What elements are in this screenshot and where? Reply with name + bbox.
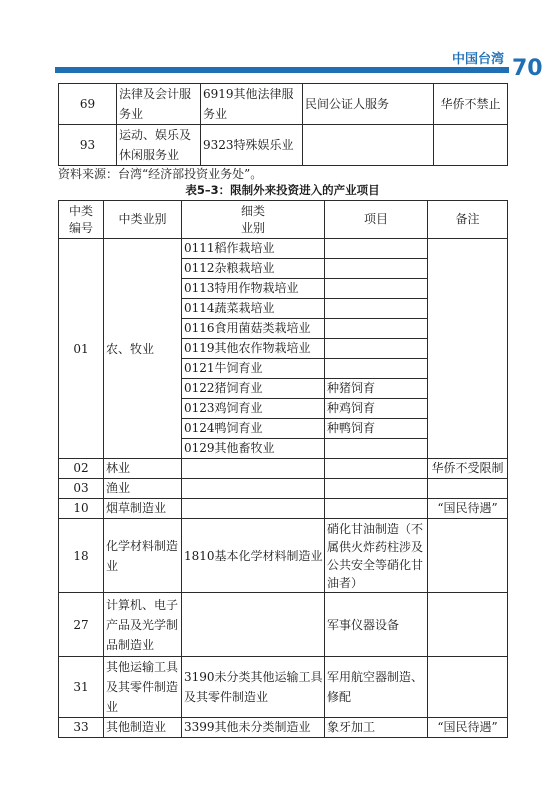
cell-item: 象牙加工: [325, 718, 428, 738]
cell-category: 法律及会计服务业: [117, 84, 201, 125]
cell-remark: [428, 593, 508, 657]
cell-item: [325, 459, 428, 479]
cell-code: 02: [59, 459, 104, 479]
cell-item: 民间公证人服务: [303, 84, 434, 125]
source-note: 资料来源：台湾“经济部投资业务处”。: [58, 167, 263, 181]
cell-subcategory: [182, 479, 325, 499]
cell-remark: 华侨不禁止: [434, 84, 508, 125]
cell-item: [325, 479, 428, 499]
cell-subcategory: [182, 499, 325, 519]
cell-item: 种鸭饲育: [325, 419, 428, 439]
header-sub-line1: 细类: [240, 203, 265, 218]
table-row: [59, 718, 508, 738]
cell-subcategory: 0116食用菌菇类栽培业: [182, 319, 325, 339]
cell-subcategory: 6919其他法律服务业: [201, 84, 303, 125]
header-code-line1: 中类: [68, 203, 93, 218]
cell-category: 农、牧业: [104, 239, 182, 459]
cell-item: [325, 339, 428, 359]
cell-category: 其他运输工具及其零件制造业: [104, 657, 182, 718]
cell-subcategory: 0114蔬菜栽培业: [182, 299, 325, 319]
cell-remark: [428, 657, 508, 718]
cell-subcategory: 0121牛饲育业: [182, 359, 325, 379]
table-row: [59, 499, 508, 519]
cell-category: 林业: [104, 459, 182, 479]
cell-remark: “国民待遇”: [428, 718, 508, 738]
header-row: [59, 201, 508, 239]
cell-item: [325, 359, 428, 379]
cell-code: 01: [59, 239, 104, 459]
header-code-line2: 编号: [68, 220, 93, 235]
table-row: [59, 479, 508, 499]
cell-item: [325, 279, 428, 299]
cell-subcategory: 0129其他畜牧业: [182, 439, 325, 459]
header-title: 中国台湾: [452, 52, 505, 67]
cell-subcategory: 0123鸡饲育业: [182, 399, 325, 419]
cell-subcategory: 0111稻作栽培业: [182, 239, 325, 259]
cell-remark: “国民待遇”: [428, 499, 508, 519]
table-row: [59, 239, 508, 259]
cell-subcategory: 0124鸭饲育业: [182, 419, 325, 439]
cell-code: 93: [59, 125, 117, 166]
cell-item: [325, 499, 428, 519]
cell-subcategory: 9323特殊娱乐业: [201, 125, 303, 166]
cell-subcategory: 3190未分类其他运输工具及其零件制造业: [182, 657, 325, 718]
header-code: [59, 201, 104, 239]
cell-item: 种猪饲育: [325, 379, 428, 399]
cell-category: 渔业: [104, 479, 182, 499]
cell-remark: [428, 519, 508, 593]
page-number: 70: [512, 56, 543, 81]
cell-category: 烟草制造业: [104, 499, 182, 519]
cell-item: 军用航空器制造、修配: [325, 657, 428, 718]
cell-category: 计算机、电子产品及光学制品制造业: [104, 593, 182, 657]
cell-code: 31: [59, 657, 104, 718]
cell-item: [325, 239, 428, 259]
table-row: [59, 125, 508, 166]
cell-subcategory: 0113特用作物栽培业: [182, 279, 325, 299]
cell-remark: 华侨不受限制: [428, 459, 508, 479]
cell-subcategory: 0119其他农作物栽培业: [182, 339, 325, 359]
header-category: 中类业别: [104, 201, 182, 239]
cell-subcategory: 1810基本化学材料制造业: [182, 519, 325, 593]
table-caption: 表5–3：限制外来投资进入的产业项目: [185, 183, 380, 197]
table-row: [59, 519, 508, 593]
cell-item: [325, 299, 428, 319]
cell-remark: [428, 239, 508, 459]
cell-code: 33: [59, 718, 104, 738]
cell-category: 运动、娱乐及休闲服务业: [117, 125, 201, 166]
cell-code: 03: [59, 479, 104, 499]
cell-subcategory: 0112杂粮栽培业: [182, 259, 325, 279]
cell-code: 10: [59, 499, 104, 519]
cell-item: 军事仪器设备: [325, 593, 428, 657]
cell-remark: [434, 125, 508, 166]
cell-category: 化学材料制造业: [104, 519, 182, 593]
main-table: [58, 200, 508, 738]
top-table: [58, 83, 508, 166]
cell-item: [303, 125, 434, 166]
header-remark: 备注: [428, 201, 508, 239]
header-subcategory: [182, 201, 325, 239]
cell-subcategory: 0122猪饲育业: [182, 379, 325, 399]
cell-code: 27: [59, 593, 104, 657]
header-rule: [55, 67, 509, 73]
cell-category: 其他制造业: [104, 718, 182, 738]
cell-remark: [428, 479, 508, 499]
cell-item: 硝化甘油制造（不属供火炸药柱涉及公共安全等硝化甘油者）: [325, 519, 428, 593]
cell-code: 69: [59, 84, 117, 125]
table-row: [59, 593, 508, 657]
header-sub-line2: 业别: [240, 220, 265, 235]
cell-item: [325, 439, 428, 459]
cell-code: 18: [59, 519, 104, 593]
cell-subcategory: [182, 593, 325, 657]
cell-item: 种鸡饲育: [325, 399, 428, 419]
table-row: [59, 657, 508, 718]
cell-item: [325, 319, 428, 339]
table-row: [59, 84, 508, 125]
table-row: [59, 459, 508, 479]
cell-item: [325, 259, 428, 279]
cell-subcategory: [182, 459, 325, 479]
cell-subcategory: 3399其他未分类制造业: [182, 718, 325, 738]
header-item: 项目: [325, 201, 428, 239]
